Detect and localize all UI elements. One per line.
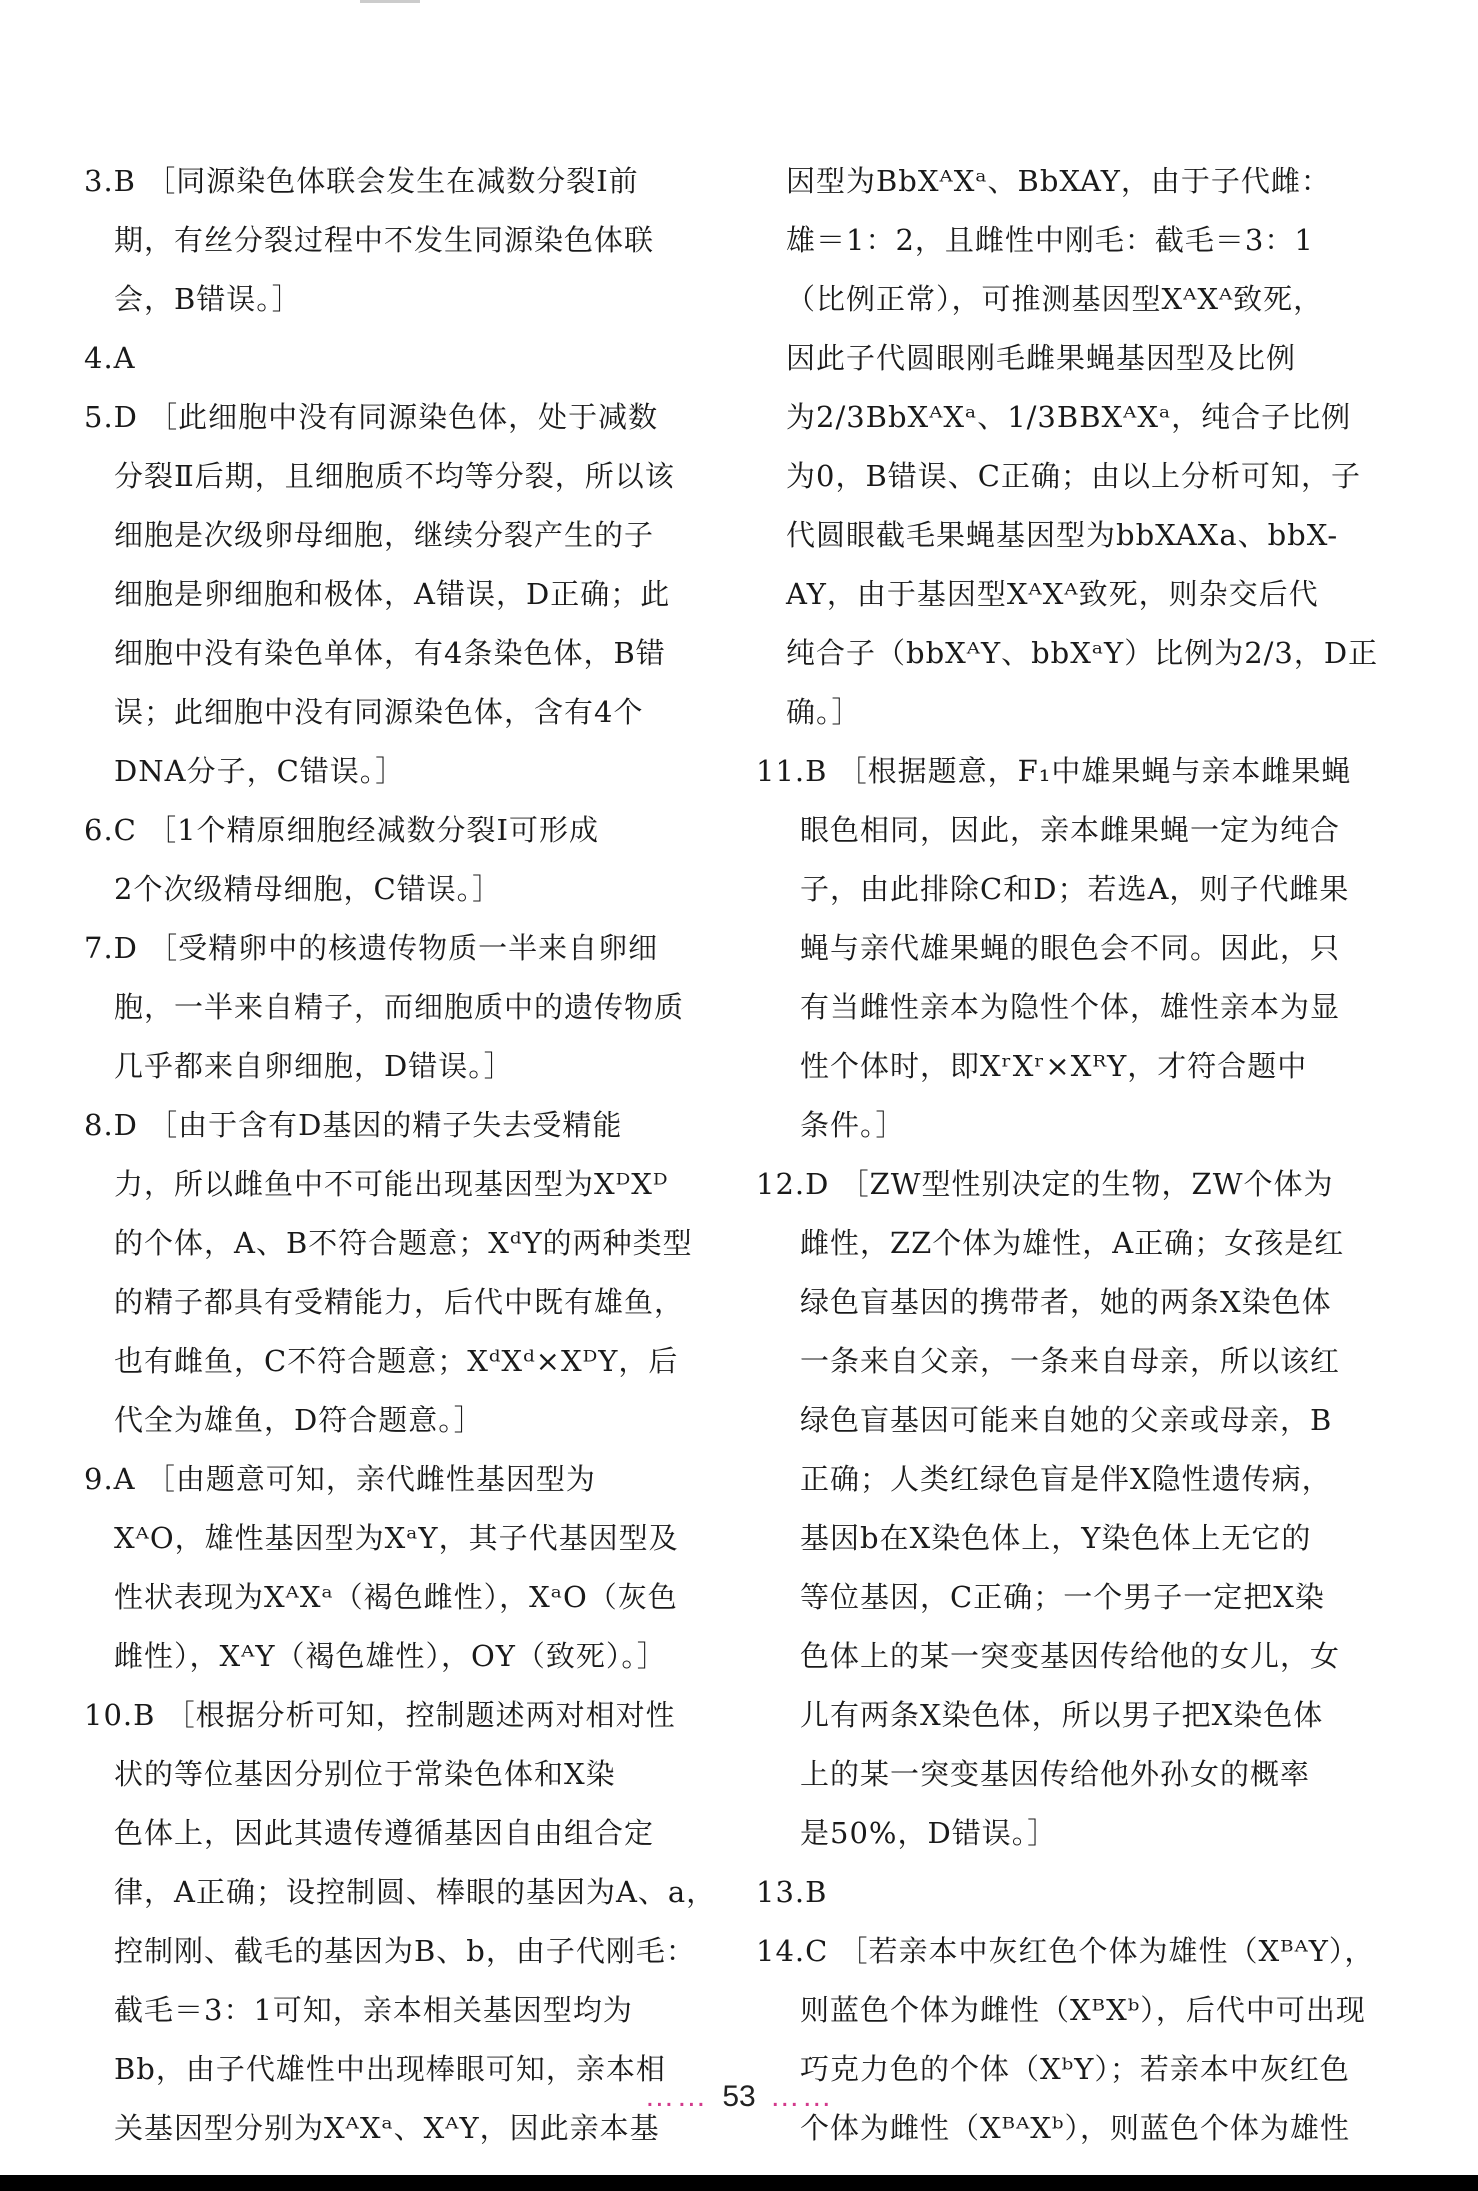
text-line: 代全为雄鱼，D符合题意。］ [114, 1403, 484, 1437]
text-line: 正确；人类红绿色盲是伴X隐性遗传病， [800, 1462, 1332, 1496]
text-line: 4.A [84, 341, 136, 375]
text-line: 期，有丝分裂过程中不发生同源染色体联 [114, 223, 655, 257]
text-line: XᴬO，雄性基因型为XᵃY，其子代基因型及 [114, 1521, 679, 1555]
text-line: 10.B ［根据分析可知，控制题述两对相对性 [84, 1698, 676, 1732]
page-number: 53 [722, 2080, 756, 2113]
text-line: 2个次级精母细胞，C错误。］ [114, 872, 503, 906]
text-line: 因此子代圆眼刚毛雌果蝇基因型及比例 [786, 341, 1297, 375]
text-line: 分裂Ⅱ后期，且细胞质不均等分裂，所以该 [114, 459, 675, 493]
text-line: （比例正常），可推测基因型XᴬXᴬ致死， [786, 282, 1324, 316]
footer-dots-right: …… [769, 2080, 834, 2113]
text-line: 个体为雌性（XᴮᴬXᵇ），则蓝色个体为雄性 [800, 2111, 1350, 2145]
text-line: AY，由于基因型XᴬXᴬ致死，则杂交后代 [786, 577, 1319, 611]
text-line: 条件。］ [800, 1108, 906, 1142]
text-line: 巧克力色的个体（XᵇY）；若亲本中灰红色 [800, 2052, 1350, 2086]
text-line: 等位基因，C正确；一个男子一定把X染 [800, 1580, 1325, 1614]
text-line: 眼色相同，因此，亲本雌果蝇一定为纯合 [800, 813, 1341, 847]
text-line: 则蓝色个体为雌性（XᴮXᵇ），后代中可出现 [800, 1993, 1366, 2027]
text-line: 会，B错误。］ [114, 282, 302, 316]
text-line: 子，由此排除C和D；若选A，则子代雌果 [800, 872, 1350, 906]
text-line: 绿色盲基因的携带者，她的两条X染色体 [800, 1285, 1332, 1319]
text-line: 13.B [756, 1875, 828, 1909]
text-line: 雌性，ZZ个体为雄性，A正确；女孩是红 [800, 1226, 1345, 1260]
text-line: 细胞是次级卵母细胞，继续分裂产生的子 [114, 518, 655, 552]
text-line: 控制刚、截毛的基因为B、b，由子代刚毛： [114, 1934, 696, 1968]
text-line: 误；此细胞中没有同源染色体，含有4个 [114, 695, 644, 729]
text-line: 14.C ［若亲本中灰红色个体为雄性（XᴮᴬY）， [756, 1934, 1375, 1968]
text-line: 基因b在X染色体上，Y染色体上无它的 [800, 1521, 1312, 1555]
text-line: 蝇与亲代雄果蝇的眼色会不同。因此，只 [800, 931, 1341, 965]
text-line: 代圆眼截毛果蝇基因型为bbXAXa、bbX- [786, 518, 1339, 552]
text-line: 也有雌鱼，C不符合题意；XᵈXᵈ×XᴰY，后 [114, 1344, 679, 1378]
page-footer [0, 2080, 1478, 2114]
text-line: 5.D ［此细胞中没有同源染色体，处于减数 [84, 400, 659, 434]
text-line: 儿有两条X染色体，所以男子把X染色体 [800, 1698, 1324, 1732]
text-line: 的个体，A、B不符合题意；XᵈY的两种类型 [114, 1226, 693, 1260]
text-line: 色体上的某一突变基因传给他的女儿，女 [800, 1639, 1341, 1673]
text-line: 关基因型分别为XᴬXᵃ、XᴬY，因此亲本基 [114, 2111, 660, 2145]
right-column [756, 152, 1396, 2158]
text-line: 纯合子（bbXᴬY、bbXᵃY）比例为2/3，D正 [786, 636, 1379, 670]
text-line: 是50%，D错误。］ [800, 1816, 1058, 1850]
text-line: 律，A正确；设控制圆、棒眼的基因为A、a， [114, 1875, 717, 1909]
text-line: 11.B ［根据题意，F₁中雄果蝇与亲本雌果蝇 [756, 754, 1352, 788]
text-line: 绿色盲基因可能来自她的父亲或母亲，B [800, 1403, 1333, 1437]
text-line: 3.B ［同源染色体联会发生在减数分裂Ⅰ前 [84, 164, 639, 198]
text-line: 9.A ［由题意可知，亲代雌性基因型为 [84, 1462, 596, 1496]
footer-dots-left: …… [644, 2080, 709, 2113]
text-line: 雄＝1：2，且雌性中刚毛：截毛＝3：1 [786, 223, 1314, 257]
text-line: 为2/3BbXᴬXᵃ、1/3BBXᴬXᵃ，纯合子比例 [786, 400, 1352, 434]
top-rule [360, 0, 420, 3]
text-line: 细胞是卵细胞和极体，A错误，D正确；此 [114, 577, 671, 611]
text-line: 色体上，因此其遗传遵循基因自由组合定 [114, 1816, 655, 1850]
text-line: 状的等位基因分别位于常染色体和X染 [114, 1757, 616, 1791]
text-line: 细胞中没有染色单体，有4条染色体，B错 [114, 636, 666, 670]
text-line: 雌性），XᴬY（褐色雄性），OY（致死）。］ [114, 1639, 667, 1673]
text-line: 力，所以雌鱼中不可能出现基因型为XᴰXᴰ [114, 1167, 669, 1201]
text-line: 一条来自父亲，一条来自母亲，所以该红 [800, 1344, 1341, 1378]
text-line: 8.D ［由于含有D基因的精子失去受精能 [84, 1108, 623, 1142]
text-line: 6.C ［1个精原细胞经减数分裂Ⅰ可形成 [84, 813, 599, 847]
text-line: 性个体时，即XʳXʳ×XᴿY，才符合题中 [800, 1049, 1308, 1083]
text-line: 确。］ [786, 695, 862, 729]
text-line: DNA分子，C错误。］ [114, 754, 406, 788]
text-line: Bb，由子代雄性中出现棒眼可知，亲本相 [114, 2052, 666, 2086]
text-line: 胞，一半来自精子，而细胞质中的遗传物质 [114, 990, 685, 1024]
bottom-scan-bar [0, 2175, 1478, 2191]
text-line: 12.D ［ZW型性别决定的生物，ZW个体为 [756, 1167, 1334, 1201]
left-column [84, 152, 724, 2158]
text-line: 几乎都来自卵细胞，D错误。］ [114, 1049, 514, 1083]
text-line: 因型为BbXᴬXᵃ、BbXAY，由于子代雌： [786, 164, 1331, 198]
text-line: 截毛＝3：1可知，亲本相关基因型均为 [114, 1993, 633, 2027]
text-line: 的精子都具有受精能力，后代中既有雄鱼， [114, 1285, 685, 1319]
text-line: 有当雌性亲本为隐性个体，雄性亲本为显 [800, 990, 1341, 1024]
text-line: 性状表现为XᴬXᵃ（褐色雌性），XᵃO（灰色 [114, 1580, 678, 1614]
text-line: 为0，B错误、C正确；由以上分析可知，子 [786, 459, 1361, 493]
text-line: 7.D ［受精卵中的核遗传物质一半来自卵细 [84, 931, 659, 965]
text-line: 上的某一突变基因传给他外孙女的概率 [800, 1757, 1311, 1791]
